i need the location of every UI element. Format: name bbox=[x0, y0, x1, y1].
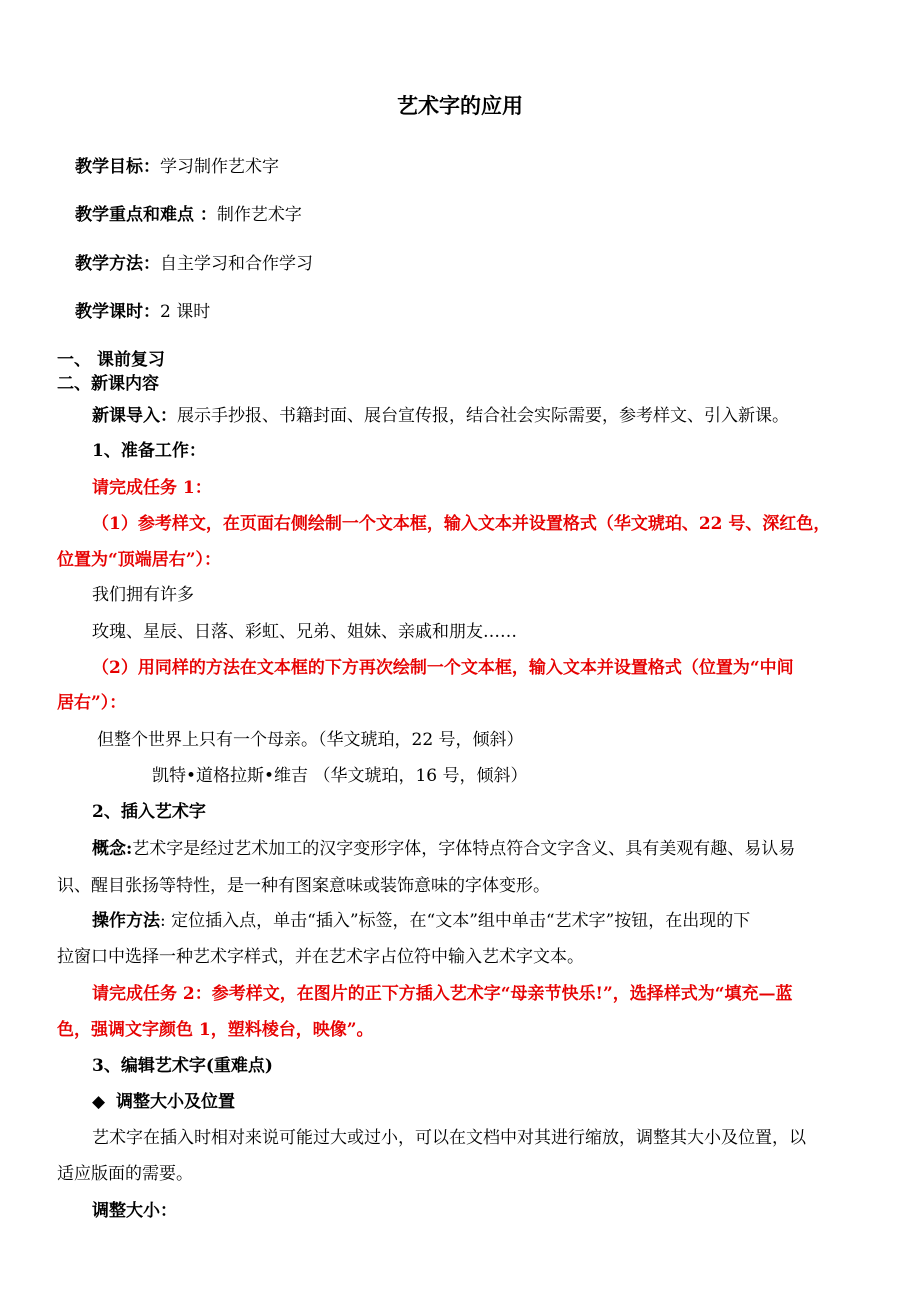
teaching-hours-value: 2 课时 bbox=[160, 302, 211, 322]
adjust-line1: 艺术字在插入时相对来说可能过大或过小，可以在文档中对其进行缩放，调整其大小及位置，以 bbox=[92, 1128, 806, 1148]
teaching-method-label: 教学方法： bbox=[75, 254, 160, 274]
teaching-hours-label: 教学课时： bbox=[75, 302, 160, 322]
task2-line2: 色，强调文字颜色 1，塑料棱台，映像”。 bbox=[57, 1020, 374, 1040]
operation-label: 操作方法 bbox=[92, 911, 160, 931]
teaching-focus-value: 制作艺术字 bbox=[216, 205, 302, 225]
operation-line1 bbox=[92, 910, 750, 932]
edit-heading: 3、编辑艺术字(重难点) bbox=[92, 1056, 273, 1076]
task1-item1-line1: （1）参考样文，在页面右侧绘制一个文本框，输入文本并设置格式（华文琥珀、22 号、深红色， bbox=[92, 514, 831, 534]
adjust-line2: 适应版面的需要。 bbox=[57, 1164, 193, 1184]
task1-item2-line1: （2）用同样的方法在文本框的下方再次绘制一个文本框，输入文本并设置格式（位置为“中间 bbox=[92, 658, 794, 678]
teaching-hours bbox=[75, 301, 210, 323]
teaching-focus-label: 教学重点和难点 ： bbox=[75, 205, 217, 225]
intro-text: 展示手抄报、书籍封面、展台宣传报，结合社会实际需要，参考样文、引入新课。 bbox=[177, 406, 789, 426]
intro-label: 新课导入： bbox=[92, 406, 177, 426]
diamond-bullet-icon: ◆ bbox=[92, 1092, 106, 1112]
task1-item1-line2: 位置为“顶端居右”）： bbox=[57, 550, 222, 570]
teaching-goal-value: 学习制作艺术字 bbox=[160, 157, 279, 177]
task1-heading: 请完成任务 1： bbox=[92, 478, 212, 498]
teaching-method-value: 自主学习和合作学习 bbox=[160, 254, 313, 274]
teaching-method bbox=[75, 253, 313, 275]
sample2-line2: 凯特•道格拉斯•维吉 （华文琥珀，16 号，倾斜） bbox=[152, 766, 528, 786]
concept-text: 艺术字是经过艺术加工的汉字变形字体，字体特点符合文字含义、具有美观有趣、易认易 bbox=[132, 839, 796, 859]
size-label: 调整大小： bbox=[92, 1201, 177, 1221]
intro-paragraph bbox=[92, 405, 789, 427]
concept-label: 概念: bbox=[92, 839, 133, 859]
section-2-heading: 二、新课内容 bbox=[57, 374, 159, 394]
teaching-goal bbox=[75, 156, 279, 178]
document-title: 艺术字的应用 bbox=[397, 93, 523, 118]
teaching-focus bbox=[75, 204, 302, 226]
adjust-heading: 调整大小及位置 bbox=[116, 1092, 235, 1112]
adjust-heading-row bbox=[92, 1091, 235, 1113]
section-1-heading: 一、 课前复习 bbox=[57, 350, 165, 370]
concept-line1 bbox=[92, 838, 795, 860]
insert-heading: 2、插入艺术字 bbox=[92, 802, 206, 822]
operation-line2: 拉窗口中选择一种艺术字样式，并在艺术字占位符中输入艺术字文本。 bbox=[57, 947, 584, 967]
sample2-line1: 但整个世界上只有一个母亲。（华文琥珀，22 号，倾斜） bbox=[97, 730, 524, 750]
sample1-line2: 玫瑰、星辰、日落、彩虹、兄弟、姐妹、亲戚和朋友…… bbox=[92, 622, 517, 642]
sample1-line1: 我们拥有许多 bbox=[92, 585, 194, 605]
task2-line1: 请完成任务 2：参考样文，在图片的正下方插入艺术字“母亲节快乐!”，选择样式为“填充—蓝 bbox=[92, 984, 793, 1004]
teaching-goal-label: 教学目标： bbox=[75, 157, 160, 177]
concept-line2: 识、醒目张扬等特性，是一种有图案意味或装饰意味的字体变形。 bbox=[57, 876, 550, 896]
prep-heading: 1、准备工作： bbox=[92, 441, 206, 461]
task1-item2-line2: 居右”）： bbox=[57, 693, 127, 713]
operation-text: : 定位插入点，单击“插入”标签，在“文本”组中单击“艺术字”按钮，在出现的下 bbox=[160, 911, 751, 931]
